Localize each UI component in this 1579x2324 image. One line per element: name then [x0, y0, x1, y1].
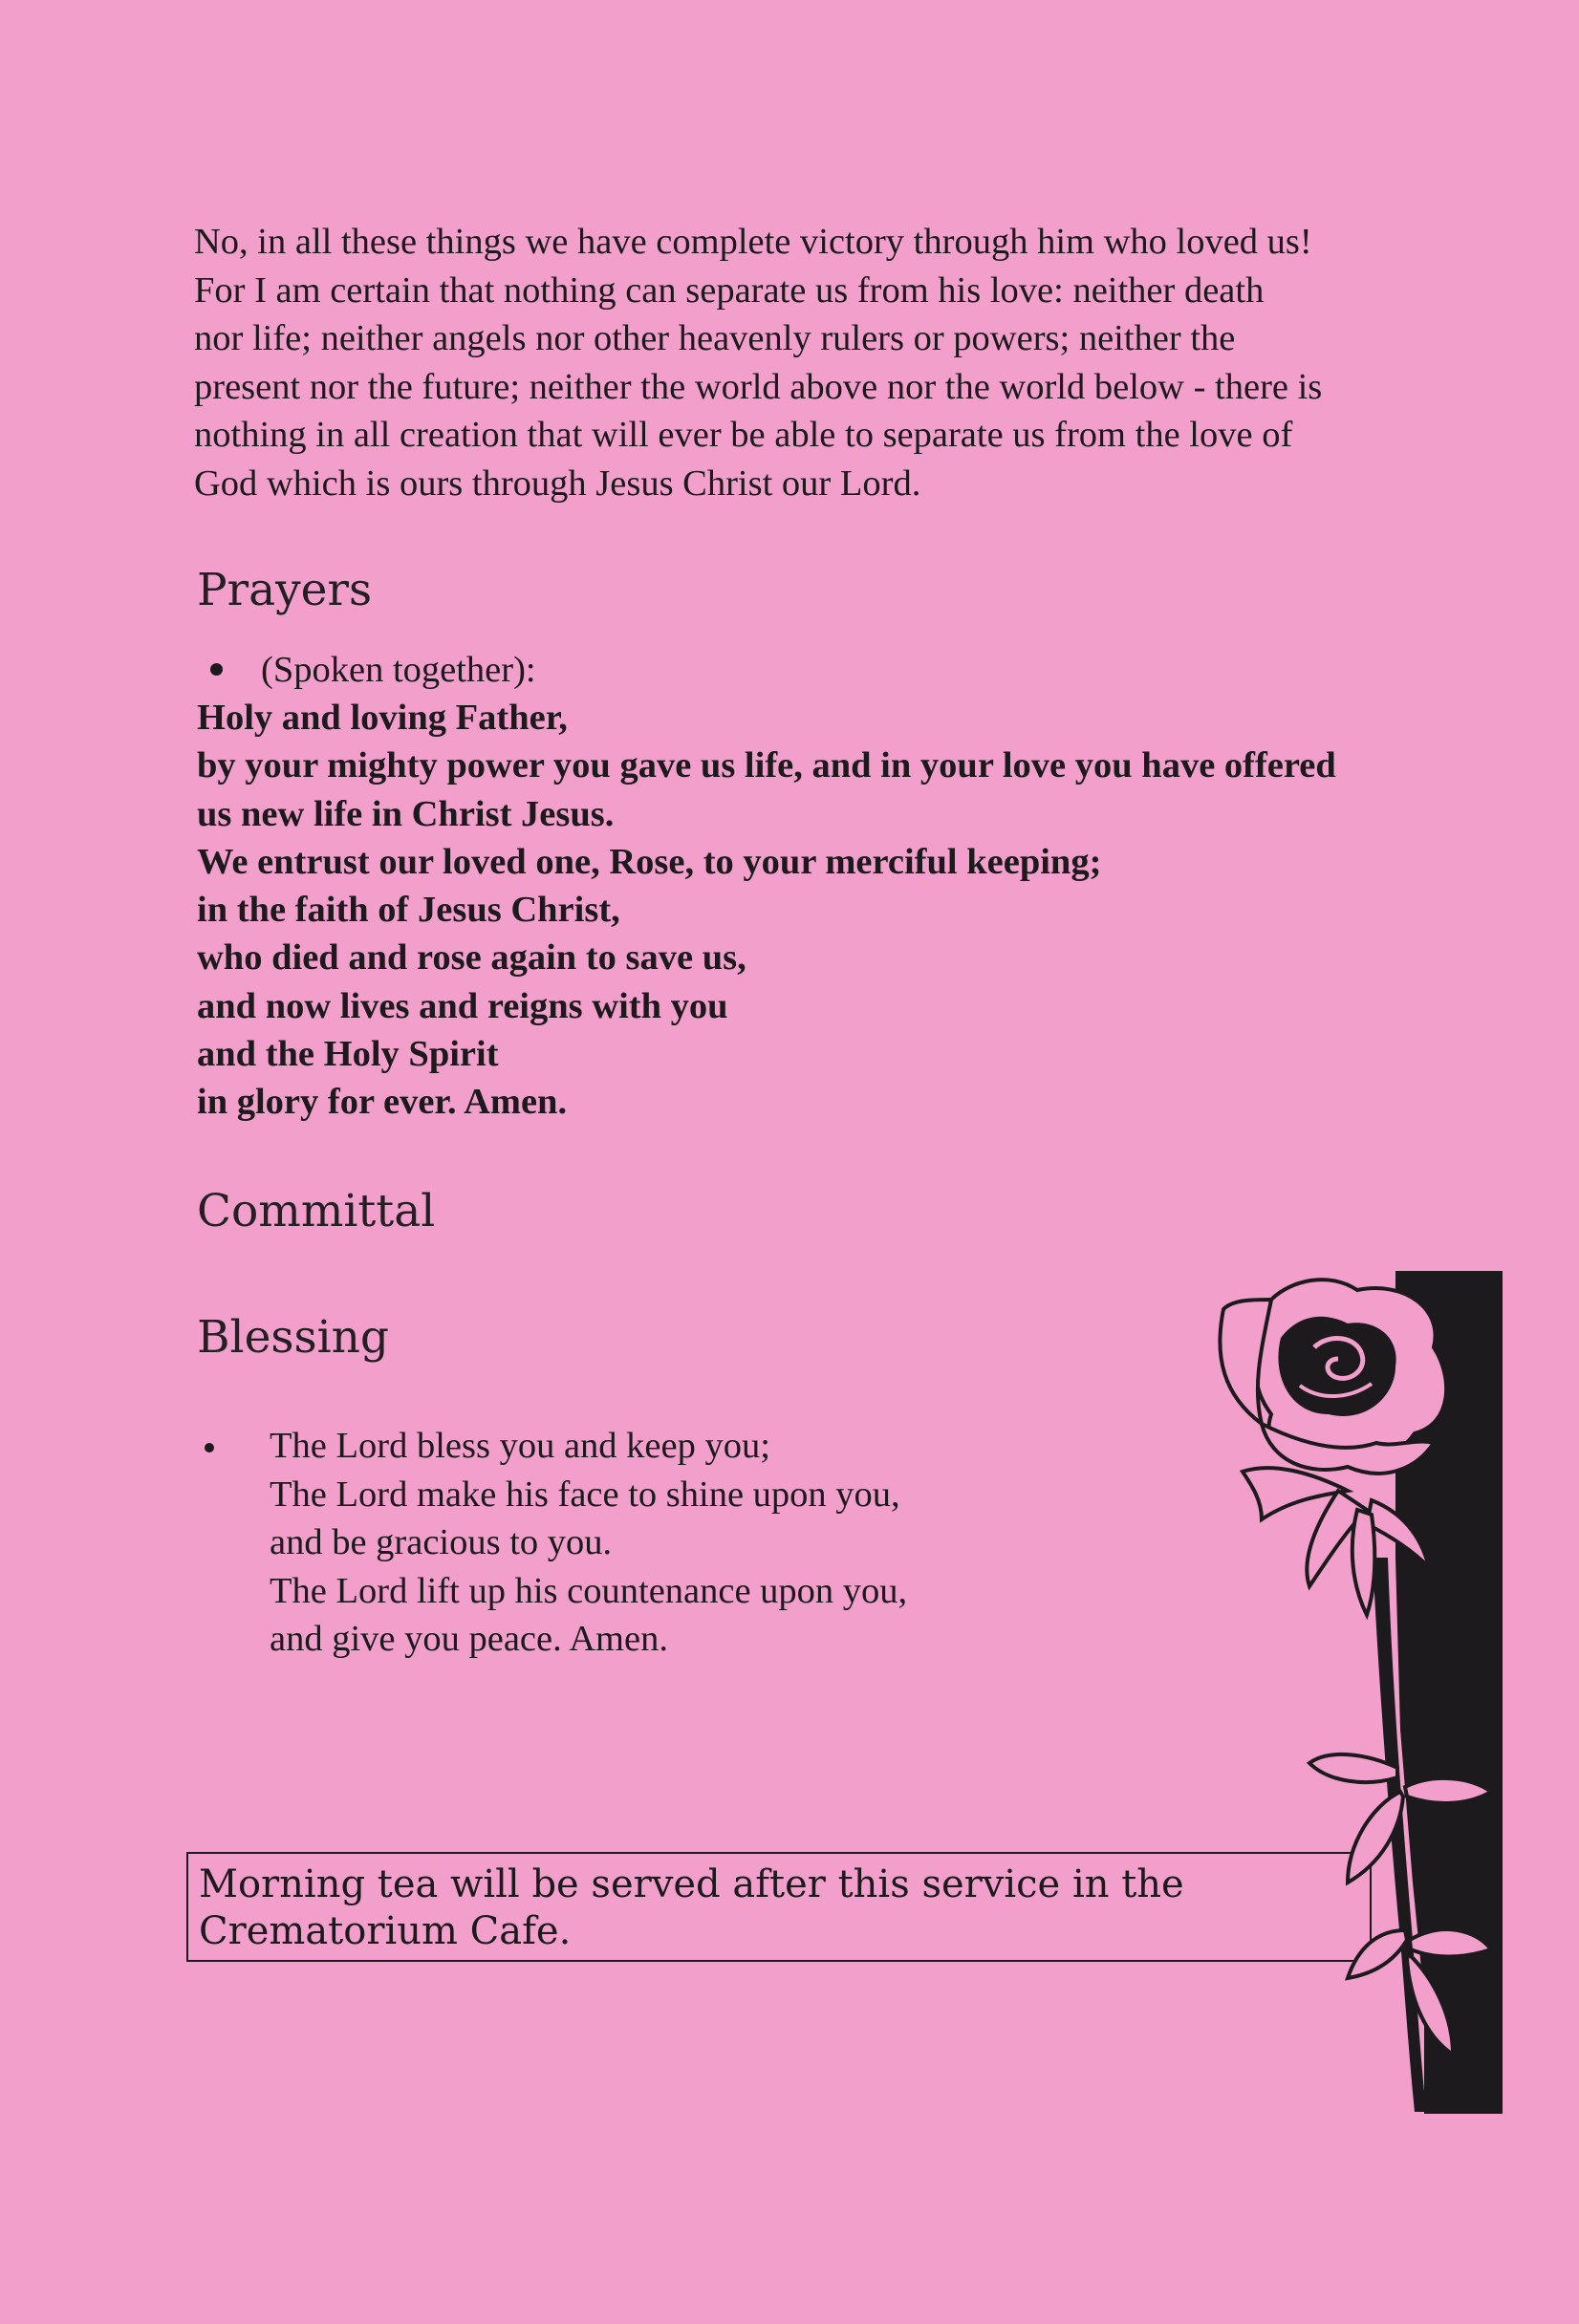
prayer-line: Holy and loving Father, [197, 698, 568, 738]
reading-line: nor life; neither angels nor other heavenly rulers or powers; neither the [194, 318, 1236, 358]
prayer-line: who died and rose again to save us, [197, 937, 746, 979]
bullet-icon [205, 1443, 214, 1452]
reading-line: God which is ours through Jesus Christ our Lord. [194, 463, 921, 504]
blessing-line: The Lord make his face to shine upon you, [270, 1474, 900, 1515]
reading-line: For I am certain that nothing can separate us from his love: neither death [194, 269, 1265, 311]
prayer-section [197, 646, 1468, 1127]
blessing-text [270, 1422, 1057, 1664]
scripture-reading [194, 218, 1465, 507]
prayer-intro [197, 646, 1468, 694]
rose-icon [1204, 1271, 1510, 2121]
reading-line: present nor the future; neither the world above nor the world below - there is [194, 366, 1323, 407]
blessing-line: and be gracious to you. [270, 1522, 613, 1562]
blessing-heading: Blessing [197, 1311, 390, 1364]
prayer-line: and now lives and reigns with you [197, 985, 728, 1026]
prayer-line: us new life in Christ Jesus. [197, 793, 615, 834]
prayer-text [197, 694, 1468, 1127]
prayer-line: by your mighty power you gave us life, and in your love you have offered [197, 745, 1336, 786]
prayer-intro-text: (Spoken together): [261, 650, 536, 690]
morning-tea-notice [186, 1852, 1372, 1962]
prayer-line: and the Holy Spirit [197, 1034, 499, 1075]
blessing-section [197, 1422, 1057, 1664]
prayer-line: in glory for ever. Amen. [197, 1082, 568, 1123]
notice-line: Crematorium Cafe. [199, 1909, 572, 1953]
committal-heading: Committal [197, 1185, 436, 1237]
prayer-line: in the faith of Jesus Christ, [197, 890, 620, 931]
reading-line: No, in all these things we have complete victory through him who loved us! [194, 222, 1312, 262]
prayer-line: We entrust our loved one, Rose, to your merciful keeping; [197, 841, 1102, 882]
blessing-line: and give you peace. Amen. [270, 1619, 668, 1659]
blessing-line: The Lord bless you and keep you; [270, 1426, 770, 1466]
blessing-line: The Lord lift up his countenance upon you, [270, 1570, 908, 1611]
bullet-icon [210, 663, 223, 676]
reading-line: nothing in all creation that will ever be able to separate us from the love of [194, 415, 1293, 455]
notice-line: Morning tea will be served after this service in the [199, 1862, 1184, 1906]
prayers-heading: Prayers [197, 564, 373, 616]
